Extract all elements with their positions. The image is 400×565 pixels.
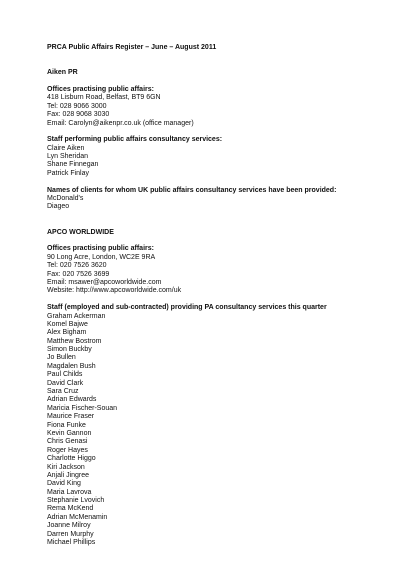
- staff-name: Graham Ackerman: [47, 312, 106, 320]
- staff-name: Alex Bigham: [47, 329, 87, 337]
- agency-section-aiken-pr: [47, 69, 377, 212]
- staff-name: Maurice Fraser: [47, 413, 95, 421]
- staff-name: Claire Aiken: [47, 144, 85, 152]
- office-line: Tel: 020 7526 3620: [47, 262, 107, 270]
- staff-name: Joanne Milroy: [47, 522, 91, 530]
- office-line: 90 Long Acre, London, WC2E 9RA: [47, 253, 156, 261]
- staff-name: Jo Bullen: [47, 354, 76, 362]
- staff-name: Lyn Sheridan: [47, 153, 88, 161]
- staff-name: Maricia Fischer-Souan: [47, 404, 118, 412]
- staff-name: Fiona Funke: [47, 421, 86, 429]
- office-line: Email: msawer@apcoworldwide.com: [47, 278, 162, 286]
- staff-name: Paul Childs: [47, 371, 83, 379]
- offices-heading: Offices practising public affairs:: [47, 85, 154, 93]
- staff-name: Roger Hayes: [47, 446, 88, 454]
- office-line: Fax: 020 7526 3699: [47, 270, 110, 278]
- client-name: McDonald's: [47, 195, 84, 203]
- staff-heading: Staff performing public affairs consultancy services:: [47, 136, 223, 144]
- staff-name: Stephanie Lvovich: [47, 497, 105, 505]
- client-name: Diageo: [47, 203, 70, 211]
- staff-name: Anjali Jingree: [47, 471, 90, 479]
- staff-name: Darren Murphy: [47, 530, 94, 538]
- staff-name: Kiri Jackson: [47, 463, 85, 471]
- offices-heading: Offices practising public affairs:: [47, 245, 154, 253]
- staff-name: David Clark: [47, 379, 84, 387]
- staff-name: Charlotte Higgo: [47, 455, 96, 463]
- staff-name: Michael Phillips: [47, 539, 96, 547]
- staff-name: Maria Lavrova: [47, 488, 92, 496]
- staff-name: Kevin Gannon: [47, 429, 92, 437]
- office-line: Tel: 028 9066 3000: [47, 102, 107, 110]
- clients-heading: Names of clients for whom UK public affairs consultancy services have been provided:: [47, 186, 337, 194]
- staff-name: David King: [47, 480, 81, 488]
- staff-heading: Staff (employed and sub-contracted) providing PA consultancy services this quarter: [47, 304, 327, 312]
- document-body: [47, 44, 377, 547]
- staff-name: Komel Bajwe: [47, 320, 88, 328]
- staff-name: Chris Genasi: [47, 438, 88, 446]
- agency-section-apco-worldwide: [47, 229, 377, 548]
- document-title: PRCA Public Affairs Register – June – August 2011: [47, 44, 217, 51]
- staff-name: Shane Finnegan: [47, 161, 99, 169]
- staff-name: Magdalen Bush: [47, 362, 96, 370]
- office-line: Website: http://www.apcoworldwide.com/uk: [47, 287, 182, 295]
- staff-name: Adrian McMenamin: [47, 513, 108, 521]
- office-line: Fax: 028 9068 3030: [47, 111, 110, 119]
- staff-name: Rema McKend: [47, 505, 94, 513]
- office-line: 418 Lisburn Road, Belfast, BT9 6GN: [47, 94, 161, 102]
- staff-name: Adrian Edwards: [47, 396, 97, 404]
- agency-name: Aiken PR: [47, 69, 78, 77]
- staff-name: Simon Buckby: [47, 346, 92, 354]
- staff-name: Patrick Finlay: [47, 169, 90, 177]
- agency-name: APCO WORLDWIDE: [47, 228, 114, 236]
- staff-name: Matthew Bostrom: [47, 337, 102, 345]
- staff-name: Sara Cruz: [47, 388, 79, 396]
- office-line: Email: Carolyn@aikenpr.co.uk (office manager): [47, 119, 194, 127]
